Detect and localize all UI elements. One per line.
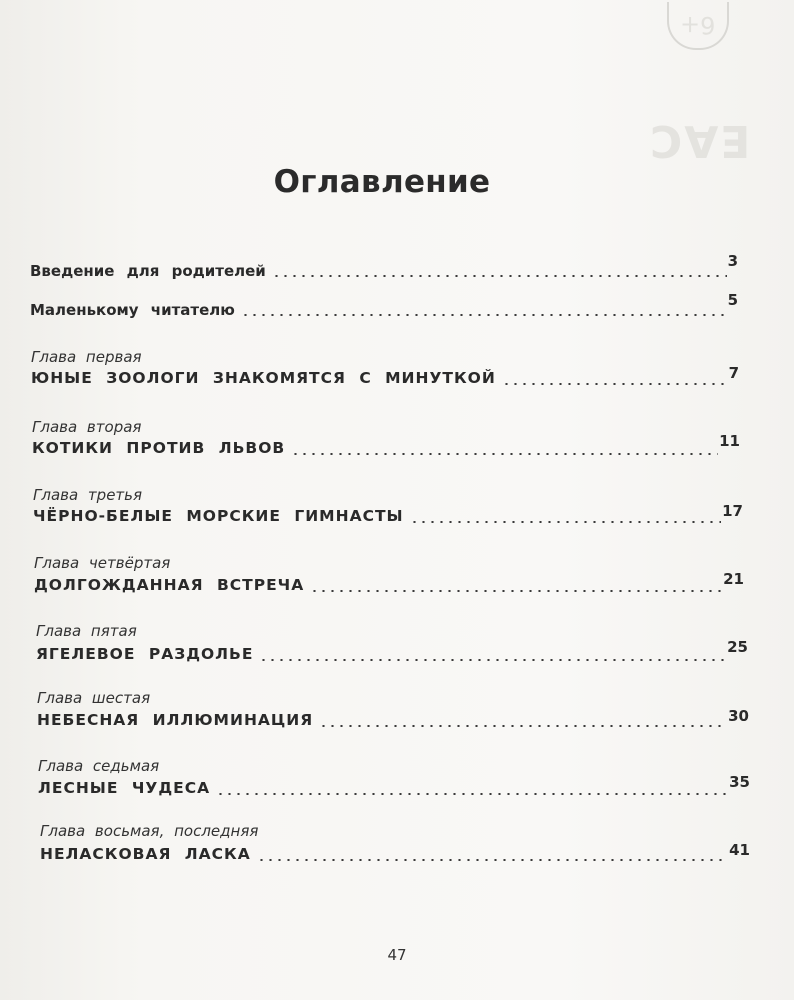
toc-entry-page: 21: [723, 569, 744, 588]
age-rating-text: 6+: [680, 11, 716, 39]
dot-leader: [291, 453, 718, 455]
dot-leader: [410, 521, 722, 523]
toc-entry-chapter-2[interactable]: [32, 431, 740, 457]
toc-entry-title: ЯГЕЛЕВОЕ РАЗДОЛЬЕ: [36, 645, 254, 663]
dot-leader: [216, 793, 728, 795]
chapter-label: Глава шестая: [37, 689, 151, 707]
toc-entry-page: 17: [722, 501, 743, 520]
toc-entry-chapter-7[interactable]: [38, 772, 750, 797]
toc-entry-chapter-3[interactable]: [33, 501, 743, 525]
toc-entry-chapter-5[interactable]: [36, 637, 748, 663]
toc-entry-page: 25: [727, 637, 748, 656]
toc-entry-intro-reader[interactable]: [30, 291, 738, 319]
toc-entry-title: ЮНЫЕ ЗООЛОГИ ЗНАКОМЯТСЯ С МИНУТКОЙ: [31, 369, 496, 387]
page-title: Оглавление: [273, 164, 491, 200]
toc-entry-title: ЛЕСНЫЕ ЧУДЕСА: [38, 779, 211, 797]
toc-entry-page: 35: [729, 772, 750, 791]
toc-entry-page: 5: [727, 291, 738, 309]
toc-entry-page: 41: [729, 840, 750, 859]
dot-leader: [272, 275, 727, 277]
chapter-label: Глава первая: [31, 348, 142, 366]
toc-entry-chapter-4[interactable]: [34, 569, 744, 594]
toc-entry-intro-parents[interactable]: [30, 252, 738, 280]
dot-leader: [257, 859, 728, 861]
toc-entry-chapter-8[interactable]: [40, 840, 750, 863]
toc-entry-title: НЕЛАСКОВАЯ ЛАСКА: [40, 845, 251, 863]
toc-entry-title: ДОЛГОЖДАННАЯ ВСТРЕЧА: [34, 576, 305, 594]
chapter-label: Глава пятая: [36, 622, 137, 640]
toc-entry-title: Введение для родителей: [30, 262, 266, 280]
chapter-label: Глава восьмая, последняя: [40, 822, 259, 840]
dot-leader: [319, 725, 727, 727]
toc-entry-page: 11: [719, 431, 740, 450]
toc-entry-page: 30: [728, 706, 749, 725]
toc-entry-title: ЧЁРНО-БЕЛЫЕ МОРСКИЕ ГИМНАСТЫ: [33, 507, 404, 525]
toc-entry-page: 7: [728, 363, 739, 382]
dot-leader: [259, 659, 726, 661]
dot-leader: [310, 590, 722, 592]
eac-mark-text: EAC: [647, 114, 751, 166]
chapter-label: Глава четвёртая: [34, 554, 171, 572]
toc-entry-title: КОТИКИ ПРОТИВ ЛЬВОВ: [32, 439, 286, 457]
page-number: 47: [387, 946, 407, 964]
toc-entry-title: НЕБЕСНАЯ ИЛЛЮМИНАЦИЯ: [37, 711, 314, 729]
chapter-label: Глава третья: [33, 486, 143, 504]
toc-entry-page: 3: [727, 252, 738, 270]
dot-leader: [502, 383, 728, 385]
chapter-label: Глава седьмая: [38, 757, 160, 775]
toc-entry-chapter-6[interactable]: [37, 706, 749, 729]
chapter-label: Глава вторая: [32, 418, 142, 436]
dot-leader: [241, 314, 727, 316]
toc-entry-title: Маленькому читателю: [30, 301, 235, 319]
toc-entry-chapter-1[interactable]: [31, 363, 739, 387]
